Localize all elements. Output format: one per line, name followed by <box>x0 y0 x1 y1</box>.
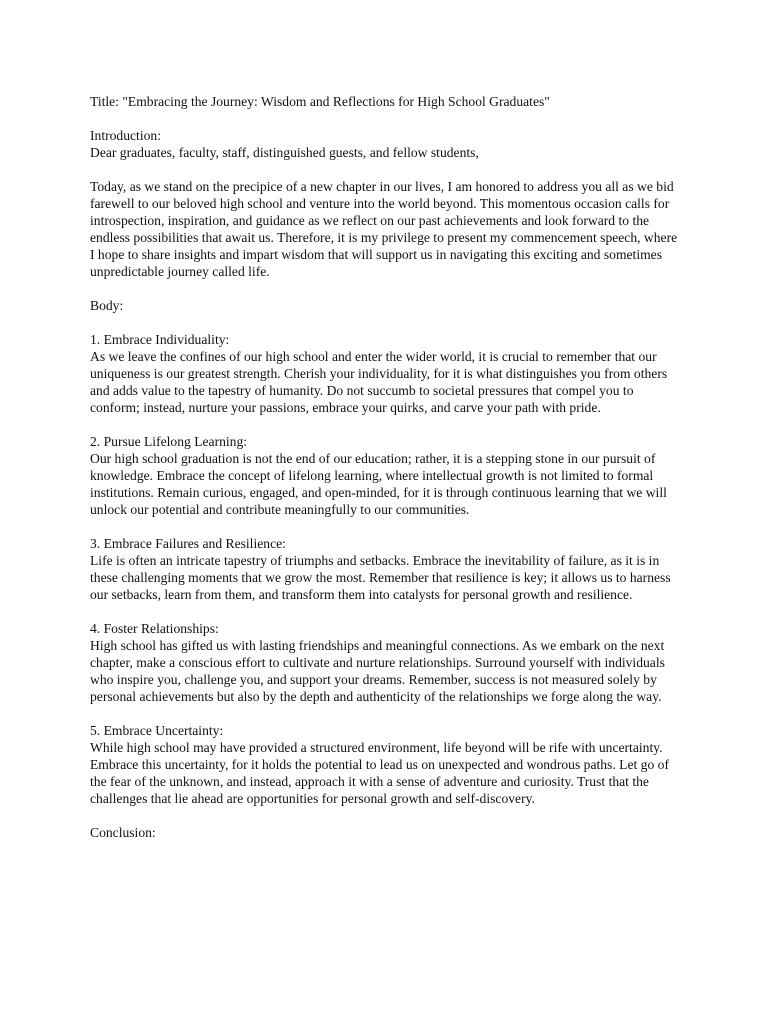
body-heading: Body: <box>90 298 124 313</box>
section-text-4: High school has gifted us with lasting friendships and meaningful connections. As we embark on the next chapter, make a conscious effort to cultivate and nurture relationships. Surround yourself with individuals who inspire you, challenge you, and support your dreams. Remember, success is not measured solely by personal achievements but also by the depth and authenticity of the relationships we forge along the way. <box>90 638 665 704</box>
document-title: Title: "Embracing the Journey: Wisdom and Reflections for High School Graduates" <box>90 94 550 109</box>
introduction-paragraph: Today, as we stand on the precipice of a new chapter in our lives, I am honored to address you all as we bid farewell to our beloved high school and venture into the world beyond. This momentous occasion calls for introspection, inspiration, and guidance as we reflect on our past achievements and look forward to the endless possibilities that await us. Therefore, it is my privilege to present my commencement speech, where I hope to share insights and impart wisdom that will support us in navigating this exciting and sometimes unpredictable journey called life. <box>90 179 678 279</box>
section-text-1: As we leave the confines of our high school and enter the wider world, it is crucial to remember that our uniqueness is our greatest strength. Cherish your individuality, for it is what distinguishes you from others and adds value to the tapestry of humanity. Do not succumb to societal pressures that compel you to conform; instead, nurture your passions, embrace your quirks, and carve your path with pride. <box>90 349 668 415</box>
greeting-line: Dear graduates, faculty, staff, distinguished guests, and fellow students, <box>90 145 479 160</box>
section-heading-4: 4. Foster Relationships: <box>90 621 219 636</box>
section-heading-5: 5. Embrace Uncertainty: <box>90 723 224 738</box>
section-text-5: While high school may have provided a structured environment, life beyond will be rife with uncertainty. Embrace this uncertainty, for it holds the potential to lead us on unexpected and wondrous paths. Let go of the fear of the unknown, and instead, approach it with a sense of adventure and curiosity. Trust that the challenges that lie ahead are opportunities for personal growth and self-discovery. <box>90 740 669 806</box>
introduction-heading: Introduction: <box>90 128 161 143</box>
section-heading-2: 2. Pursue Lifelong Learning: <box>90 434 248 449</box>
section-heading-3: 3. Embrace Failures and Resilience: <box>90 536 286 551</box>
conclusion-heading: Conclusion: <box>90 825 156 840</box>
section-text-2: Our high school graduation is not the end of our education; rather, it is a stepping stone in our pursuit of knowledge. Embrace the concept of lifelong learning, where intellectual growth is not limited to formal institutions. Remain curious, engaged, and open-minded, for it is through continuous learning that we will unlock our potential and contribute meaningfully to our communities. <box>90 451 667 517</box>
document-body <box>90 93 680 841</box>
section-heading-1: 1. Embrace Individuality: <box>90 332 230 347</box>
section-text-3: Life is often an intricate tapestry of triumphs and setbacks. Embrace the inevitability of failure, as it is in these challenging moments that we grow the most. Remember that resilience is key; it allows us to harness our setbacks, learn from them, and transform them into catalysts for personal growth and resilience. <box>90 553 671 602</box>
